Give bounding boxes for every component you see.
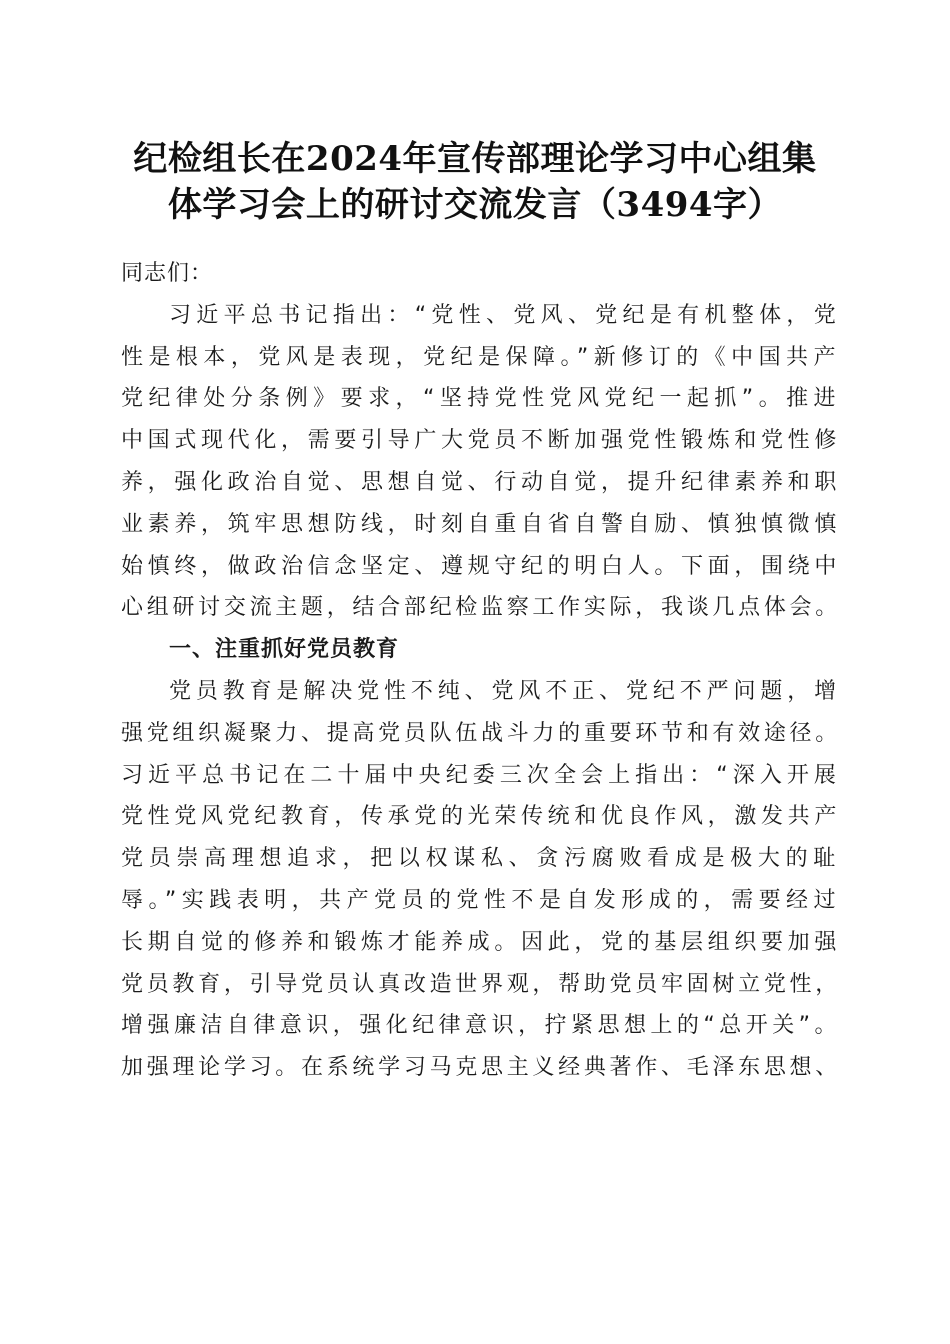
paragraph-line: 党纪律处分条例》要求，“坚持党性党风党纪一起抓”。推进	[121, 386, 841, 412]
document-title	[100, 136, 850, 228]
paragraph-line: 业素养，筑牢思想防线，时刻自重自省自警自励、慎独慎微慎	[121, 511, 841, 537]
paragraph-line: 强党组织凝聚力、提高党员队伍战斗力的重要环节和有效途径。	[121, 720, 841, 746]
paragraph-line: 加强理论学习。在系统学习马克思主义经典著作、毛泽东思想、	[121, 1055, 841, 1081]
paragraph-line: 习近平总书记指出：“党性、党风、党纪是有机整体，党	[169, 302, 841, 328]
section-heading: 一、注重抓好党员教育	[169, 637, 400, 663]
paragraph-line: 性是根本，党风是表现，党纪是保障。”新修订的《中国共产	[121, 344, 841, 370]
paragraph-line: 增强廉洁自律意识，强化纪律意识，拧紧思想上的“总开关”。	[121, 1013, 841, 1039]
paragraph-line: 党员教育是解决党性不纯、党风不正、党纪不严问题，增	[169, 678, 841, 704]
paragraph-line: 党性党风党纪教育，传承党的光荣传统和优良作风，激发共产	[121, 804, 841, 830]
paragraph-line: 中国式现代化，需要引导广大党员不断加强党性锻炼和党性修	[121, 428, 841, 454]
title-line-2: 体学习会上的研讨交流发言（3494字）	[167, 185, 783, 225]
paragraph-line: 心组研讨交流主题，结合部纪检监察工作实际，我谈几点体会。	[121, 595, 841, 621]
document-body	[121, 253, 841, 1089]
paragraph-line: 养，强化政治自觉、思想自觉、行动自觉，提升纪律素养和职	[121, 469, 841, 495]
paragraph-line: 党员教育，引导党员认真改造世界观，帮助党员牢固树立党性，	[121, 971, 841, 997]
paragraph-line: 习近平总书记在二十届中央纪委三次全会上指出：“深入开展	[121, 762, 841, 788]
paragraph-line: 辱。”实践表明，共产党员的党性不是自发形成的，需要经过	[121, 887, 841, 913]
title-line-1: 纪检组长在2024年宣传部理论学习中心组集	[133, 139, 817, 179]
paragraph-line: 始慎终，做政治信念坚定、遵规守纪的明白人。下面，围绕中	[121, 553, 841, 579]
greeting: 同志们：	[121, 261, 214, 286]
paragraph-line: 党员崇高理想追求，把以权谋私、贪污腐败看成是极大的耻	[121, 846, 841, 872]
paragraph-line: 长期自觉的修养和锻炼才能养成。因此，党的基层组织要加强	[121, 929, 841, 955]
